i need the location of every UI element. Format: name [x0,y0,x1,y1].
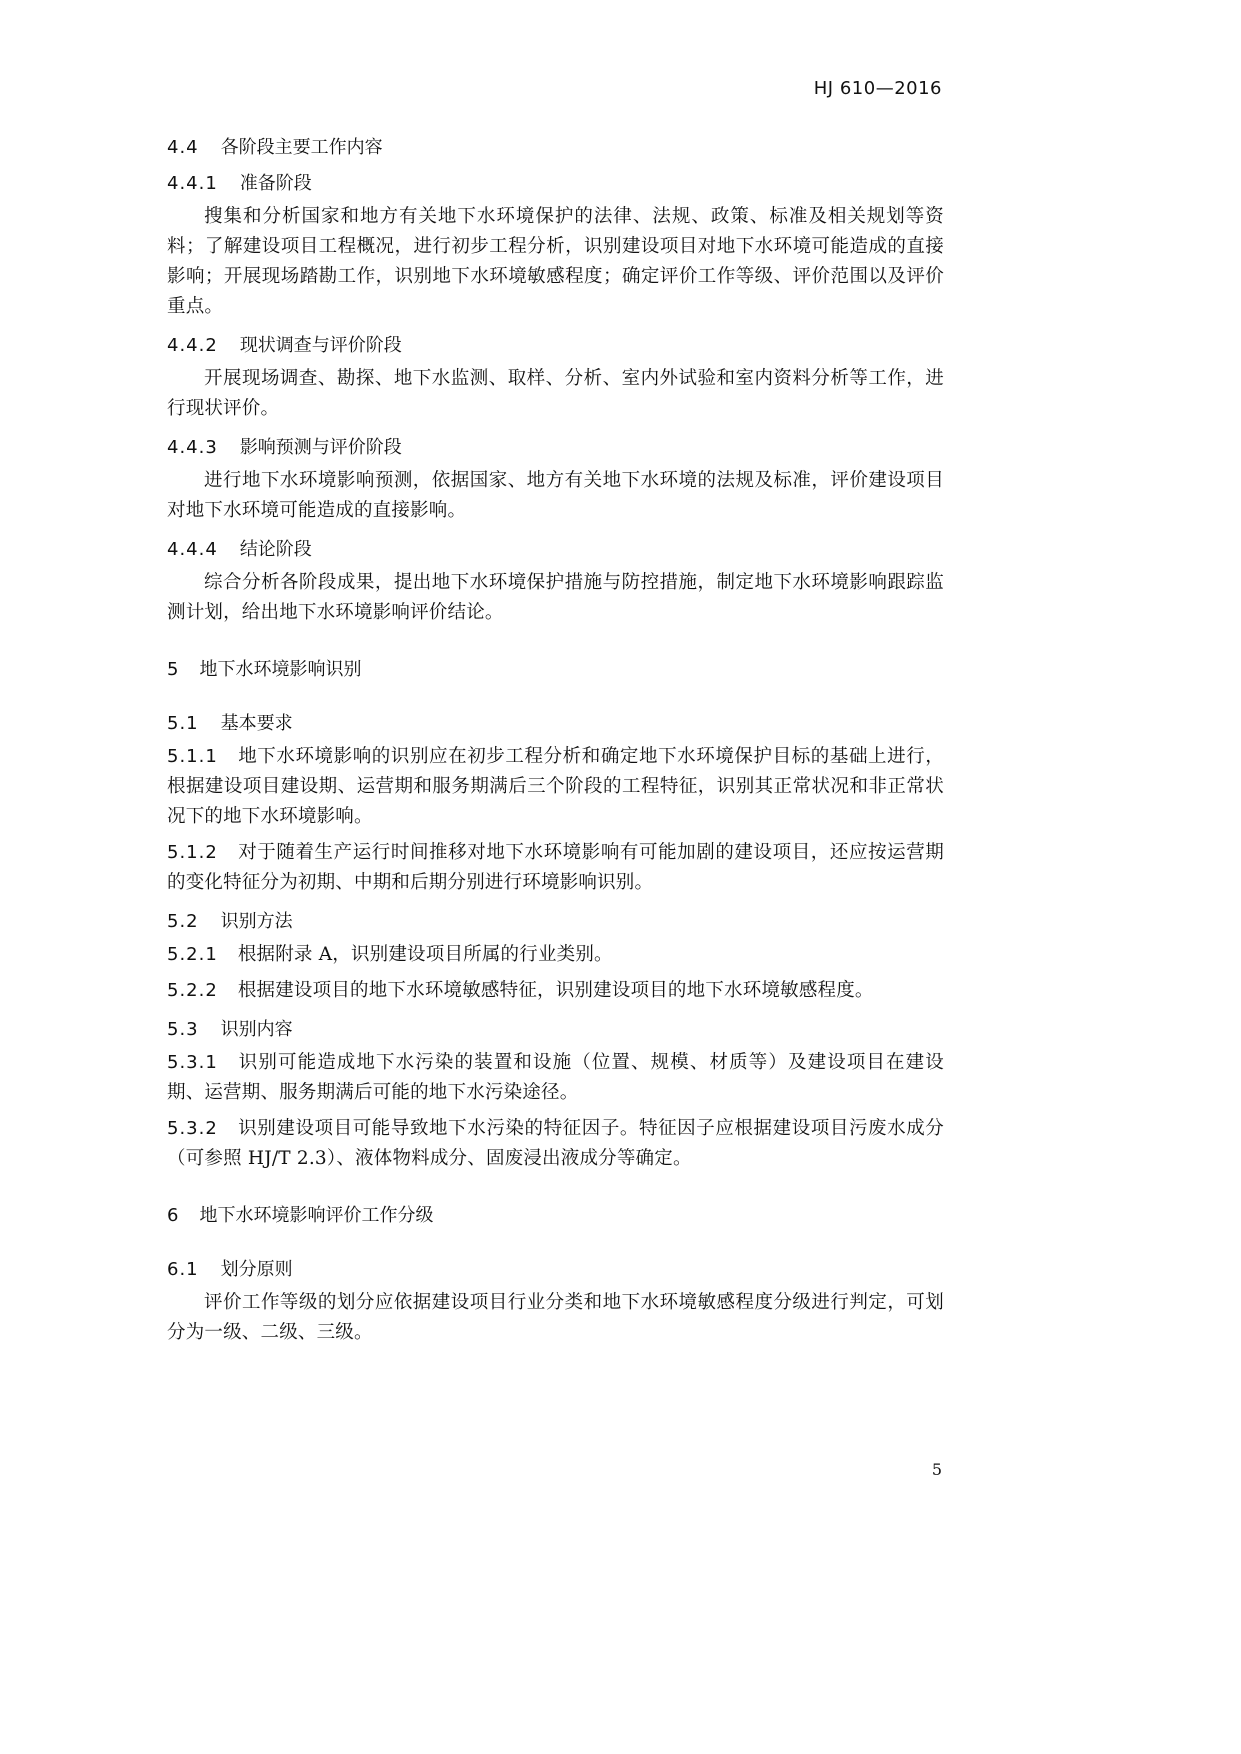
heading-4-4-3 [167,430,944,466]
paragraph-5-3-2 [167,1114,944,1174]
heading-title: 结论阶段 [239,539,312,560]
heading-number: 4.4.3 [167,437,218,458]
standard-code: HJ 610—2016 [813,78,942,99]
paragraph-5-1-1 [167,742,944,832]
heading-number: 5.1 [167,713,199,734]
heading-4-4-1 [167,166,944,202]
clause-number: 5.1.2 [167,842,218,863]
page-number: 5 [931,1460,942,1479]
heading-title: 划分原则 [220,1259,293,1280]
heading-title: 识别内容 [220,1019,293,1040]
paragraph-4-4-4: 综合分析各阶段成果，提出地下水环境保护措施与防控措施，制定地下水环境影响跟踪监测计划，给出地下水环境影响评价结论。 [167,572,944,623]
heading-number: 4.4 [167,137,199,158]
heading-title: 影响预测与评价阶段 [239,437,402,458]
heading-title: 现状调查与评价阶段 [239,335,402,356]
clause-number: 5.3.1 [167,1052,218,1073]
heading-6 [167,1198,944,1234]
heading-number: 5.3 [167,1019,199,1040]
paragraph-4-4-1: 搜集和分析国家和地方有关地下水环境保护的法律、法规、政策、标准及相关规划等资料；了解建设项目工程概况，进行初步工程分析，识别建设项目对地下水环境可能造成的直接影响；开展现场踏勘工作，识别地下水环境敏感程度；确定评价工作等级、评价范围以及评价重点。 [167,206,944,317]
heading-number: 6 [167,1205,180,1226]
heading-title: 地下水环境影响识别 [199,659,362,680]
paragraph-6-1: 评价工作等级的划分应依据建设项目行业分类和地下水环境敏感程度分级进行判定，可划分为一级、二级、三级。 [167,1292,944,1343]
heading-number: 4.4.1 [167,173,218,194]
heading-number: 4.4.2 [167,335,218,356]
heading-number: 6.1 [167,1259,199,1280]
heading-5-3 [167,1012,944,1048]
heading-title: 地下水环境影响评价工作分级 [199,1205,434,1226]
clause-text: 根据建设项目的地下水环境敏感特征，识别建设项目的地下水环境敏感程度。 [237,980,874,1001]
section-gap [167,688,944,706]
clause-text: 识别可能造成地下水污染的装置和设施（位置、规模、材质等）及建设项目在建设期、运营期、服务期满后可能的地下水污染途径。 [167,1052,944,1103]
clause-number: 5.3.2 [167,1118,218,1139]
heading-4-4-4 [167,532,944,568]
section-gap [167,1234,944,1252]
clause-text: 对于随着生产运行时间推移对地下水环境影响有可能加剧的建设项目，还应按运营期的变化特征分为初期、中期和后期分别进行环境影响识别。 [167,842,944,893]
clause-text: 根据附录 A，识别建设项目所属的行业类别。 [237,944,613,965]
heading-title: 准备阶段 [239,173,312,194]
heading-number: 4.4.4 [167,539,218,560]
paragraph-4-4-2: 开展现场调查、勘探、地下水监测、取样、分析、室内外试验和室内资料分析等工作，进行现状评价。 [167,368,944,419]
section-gap [167,1180,944,1198]
clause-number: 5.1.1 [167,746,218,767]
clause-text: 识别建设项目可能导致地下水污染的特征因子。特征因子应根据建设项目污废水成分（可参照 HJ/T 2.3）、液体物料成分、固废浸出液成分等确定。 [167,1118,944,1169]
document-body [167,130,944,1354]
clause-text: 地下水环境影响的识别应在初步工程分析和确定地下水环境保护目标的基础上进行，根据建设项目建设期、运营期和服务期满后三个阶段的工程特征，识别其正常状况和非正常状况下的地下水环境影响。 [167,746,944,827]
clause-number: 5.2.1 [167,944,218,965]
heading-5 [167,652,944,688]
section-gap [167,634,944,652]
paragraph-4-4-3: 进行地下水环境影响预测，依据国家、地方有关地下水环境的法规及标准，评价建设项目对地下水环境可能造成的直接影响。 [167,470,944,521]
paragraph-5-2-1 [167,940,944,970]
heading-title: 识别方法 [220,911,293,932]
paragraph-5-3-1 [167,1048,944,1108]
heading-4-4 [167,130,944,166]
heading-title: 基本要求 [220,713,293,734]
heading-number: 5.2 [167,911,199,932]
heading-6-1 [167,1252,944,1288]
heading-title: 各阶段主要工作内容 [220,137,383,158]
paragraph-5-2-2 [167,976,944,1006]
heading-4-4-2 [167,328,944,364]
heading-5-2 [167,904,944,940]
clause-number: 5.2.2 [167,980,218,1001]
heading-5-1 [167,706,944,742]
paragraph-5-1-2 [167,838,944,898]
heading-number: 5 [167,659,180,680]
